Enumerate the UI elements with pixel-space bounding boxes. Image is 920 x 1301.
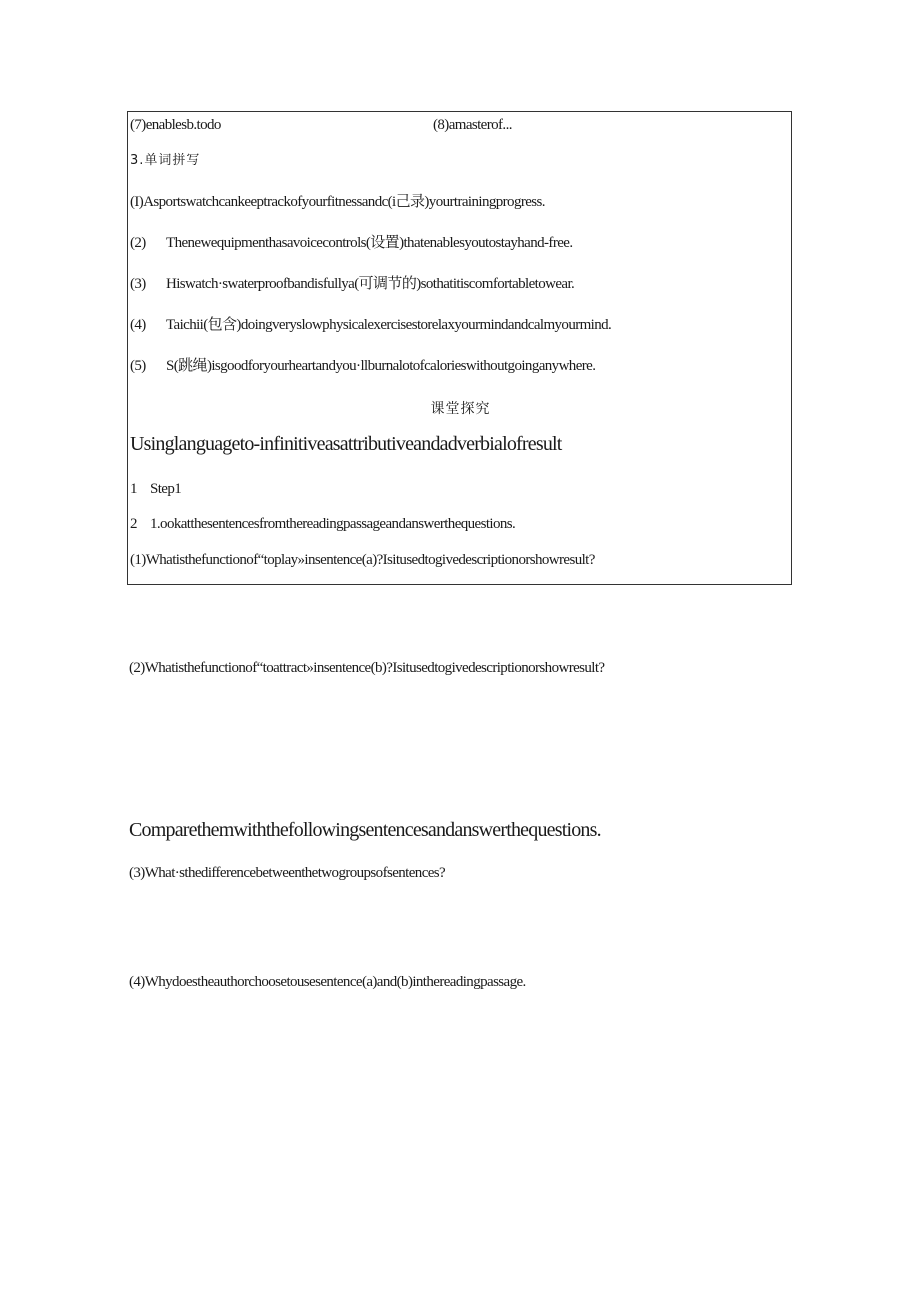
spelling-item-4 [130, 316, 611, 334]
question-4: (4)Whydoestheauthorchoosetousesentence(a)and(b)inthereadingpassage. [129, 974, 526, 990]
spelling-item-5-text: S(跳绳)isgoodforyourheartandyou·llburnalotofcalorieswithoutgoinganywhere. [166, 358, 596, 374]
spelling-item-5-num: (5) [130, 358, 146, 374]
spelling-item-3-num: (3) [130, 276, 146, 292]
spelling-item-1-num: (I) [130, 194, 144, 210]
step-1-num: 1 [130, 481, 137, 497]
step-2-num: 2 [130, 516, 137, 532]
phrase-7: (7)enablesb.todo [130, 117, 221, 133]
spelling-item-3-text: Hiswatch·swaterproofbandisfullya(可调节的)sothatitiscomfortabletowear. [166, 276, 575, 292]
spelling-item-3 [130, 275, 574, 293]
class-explore-heading: 课堂探究 [430, 401, 491, 417]
step-1 [130, 480, 181, 498]
spelling-item-4-text: Taichii(包含)doingveryslowphysicalexercisestorelaxyourmindandcalmyourmind. [166, 317, 612, 333]
step-1-label: Step1 [150, 481, 182, 497]
spelling-item-2-num: (2) [130, 235, 146, 251]
spelling-item-1-text: Asportswatchcankeeptrackofyourfitnessandc(i己录)yourtrainingprogress. [143, 194, 545, 210]
spelling-item-2 [130, 234, 573, 252]
step-2 [130, 515, 515, 533]
compare-title: Comparethemwiththefollowingsentencesandanswerthequestions. [129, 819, 601, 841]
exercise-table [127, 111, 792, 585]
spelling-item-2-text: Thenewequipmenthasavoicecontrols(设置)thatenablesyoutostayhand-free. [166, 235, 573, 251]
phrase-8: (8)amasterof... [433, 117, 512, 133]
question-2: (2)Whatisthefunctionof“toattract»insentence(b)?Isitusedtogivedescriptionorshowresult? [129, 660, 605, 676]
spelling-item-4-num: (4) [130, 317, 146, 333]
step-2-text: 1.ookatthesentencesfromthereadingpassageandanswerthequestions. [150, 516, 516, 532]
spelling-item-1 [130, 193, 545, 211]
spelling-item-5 [130, 357, 595, 375]
topic-title: Usinglanguageto-infinitiveasattributiveandadverbialofresult [130, 433, 562, 455]
question-1: (1)Whatisthefunctionof“toplay»insentence(a)?Isitusedtogivedescriptionorshowresult? [130, 552, 595, 568]
question-3: (3)What·sthedifferencebetweenthetwogroupsofsentences? [129, 865, 446, 881]
section-3-title: 3.单词拼写 [130, 153, 201, 168]
